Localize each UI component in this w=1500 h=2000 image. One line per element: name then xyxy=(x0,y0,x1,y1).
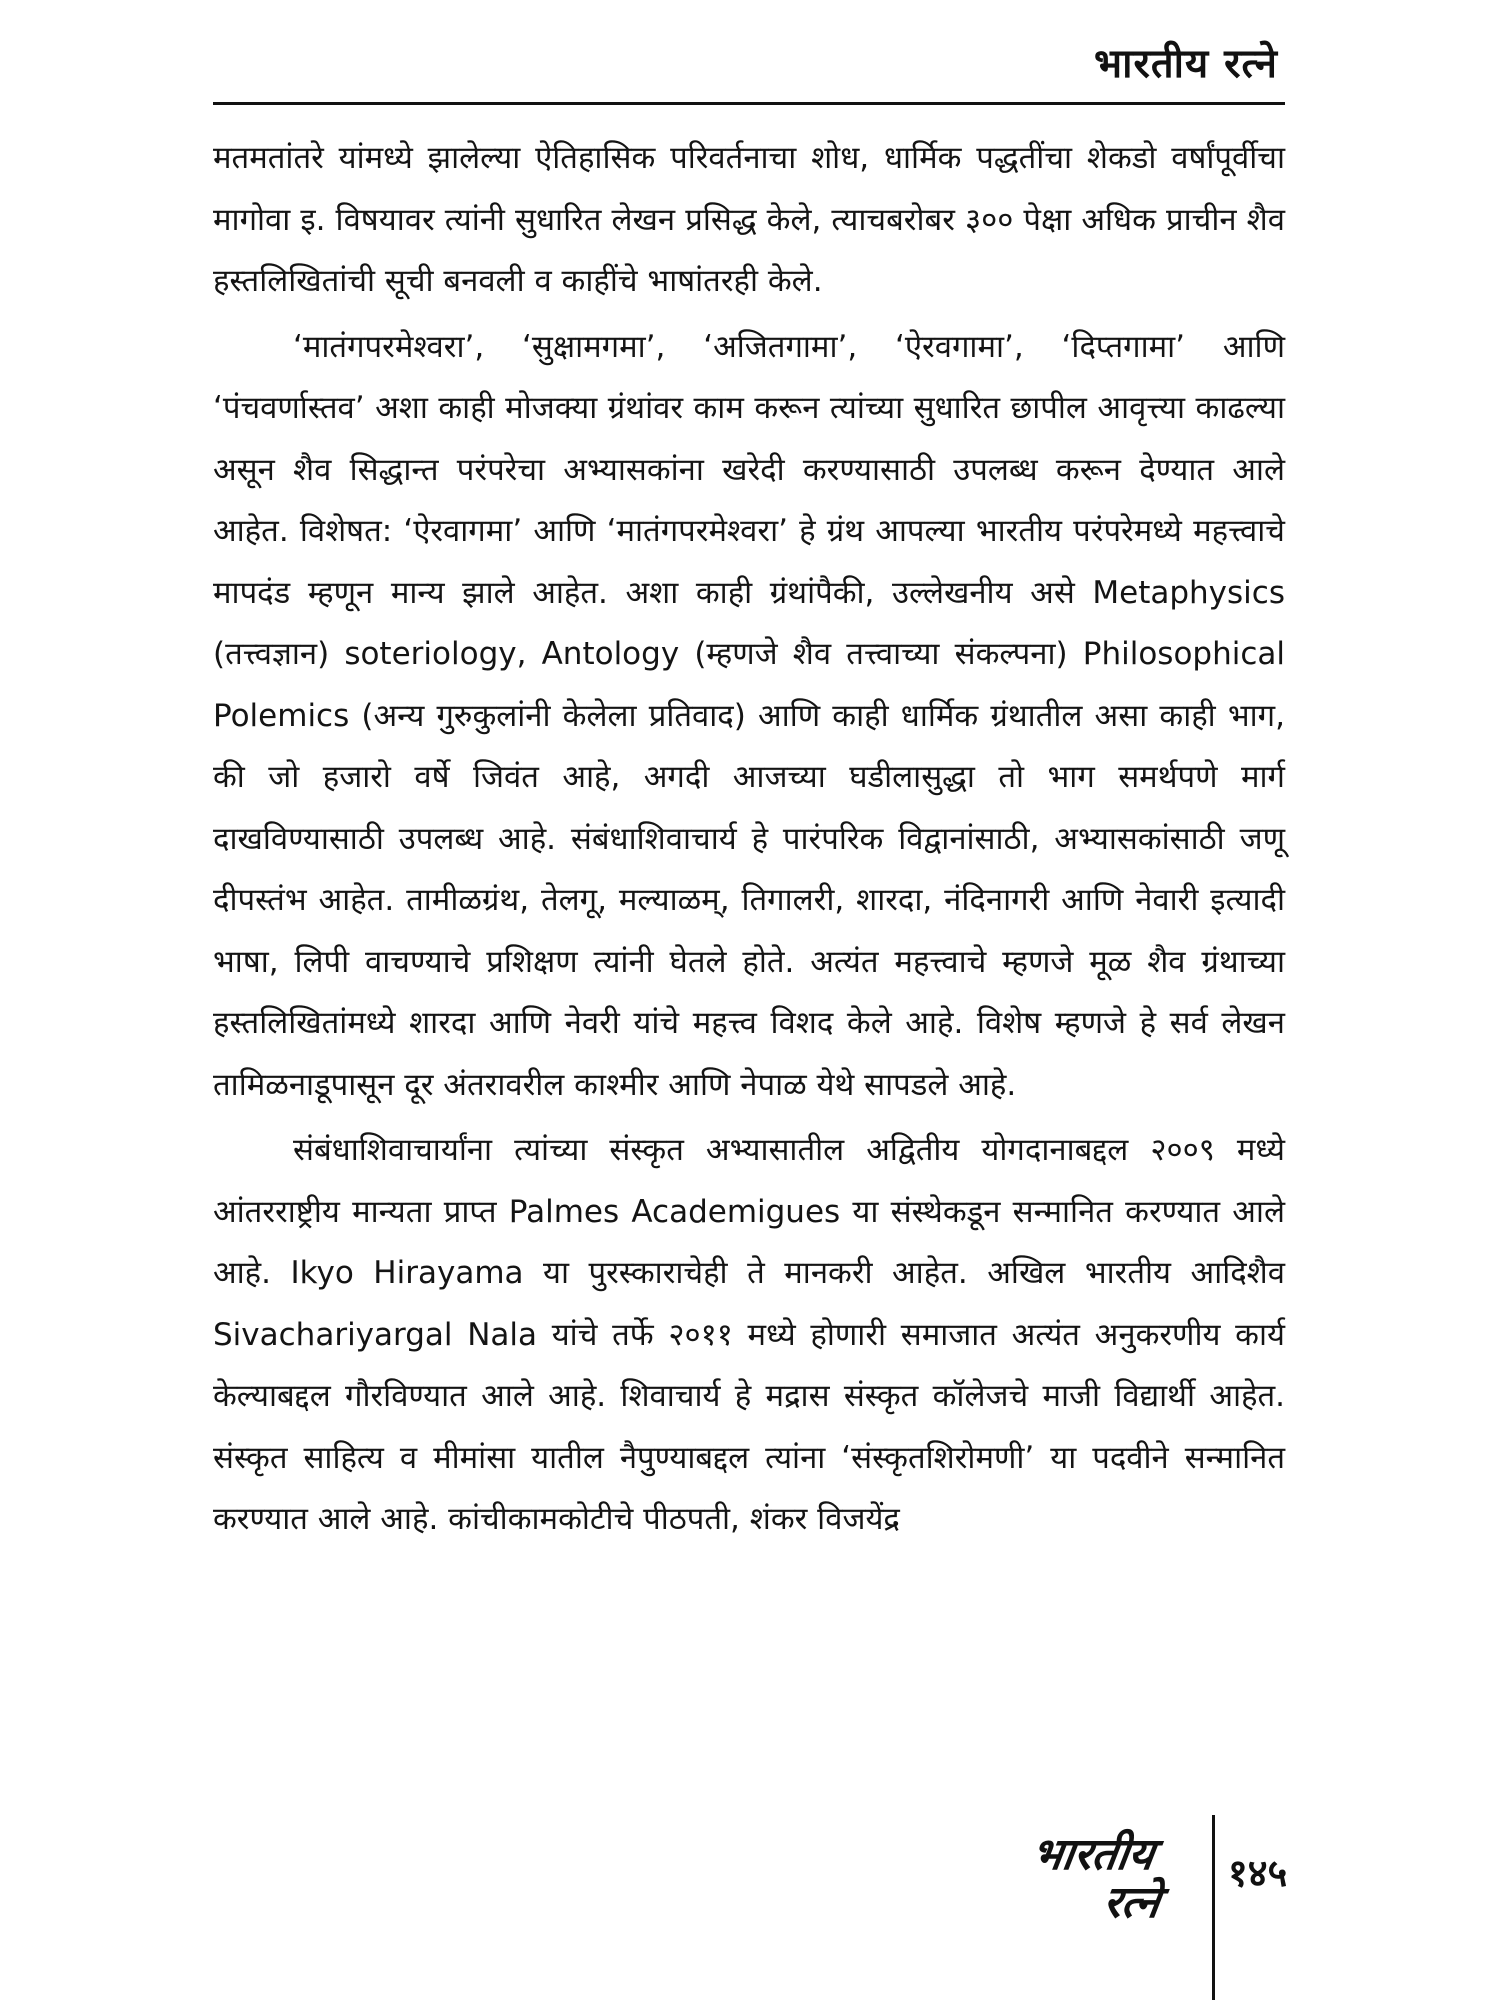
header-rule xyxy=(213,102,1285,105)
paragraph-granth-works: ‘मातंगपरमेश्वरा’, ‘सुक्षामगमा’, ‘अजितगामा’, ‘ऐरवगामा’, ‘दिप्तगामा’ आणि ‘पंचवर्णास्तव’ अशा काही मोजक्या ग्रंथांवर काम करून त्यांच्या सुधारित छापील आवृत्त्या काढल्या असून शैव सिद्धान्त परंपरेचा अभ्यासकांना खरेदी करण्यासाठी उपलब्ध करून देण्यात आले आहेत. विशेषत: ‘ऐरवागमा’ आणि ‘मातंगपरमेश्वरा’ हे ग्रंथ आपल्या भारतीय परंपरेमध्ये महत्त्वाचे मापदंड म्हणून मान्य झाले आहेत. अशा काही ग्रंथांपैकी, उल्लेखनीय असे Metaphysics (तत्त्वज्ञान) soteriology, Antology (म्हणजे शैव तत्त्वाच्या संकल्पना) Philosophical Polemics (अन्य गुरुकुलांनी केलेला प्रतिवाद) आणि काही धार्मिक ग्रंथातील असा काही भाग, की जो हजारो वर्षे जिवंत आहे, अगदी आजच्या घडीलासुद्धा तो भाग समर्थपणे मार्ग दाखविण्यासाठी उपलब्ध आहे. संबंधाशिवाचार्य हे पारंपरिक विद्वानांसाठी, अभ्यासकांसाठी जणू दीपस्तंभ आहेत. तामीळग्रंथ, तेलगू, मल्याळम्, तिगालरी, शारदा, नंदिनागरी आणि नेवारी इत्यादी भाषा, लिपी वाचण्याचे प्रशिक्षण त्यांनी घेतले होते. अत्यंत महत्त्वाचे म्हणजे मूळ शैव ग्रंथाच्या हस्तलिखितांमध्ये शारदा आणि नेवरी यांचे महत्त्व विशद केले आहे. विशेष म्हणजे हे सर्व लेखन तामिळनाडूपासून दूर अंतरावरील काश्मीर आणि नेपाळ येथे सापडले आहे. xyxy=(213,328,1285,1103)
paragraph-honours: संबंधाशिवाचार्यांना त्यांच्या संस्कृत अभ्यासातील अद्वितीय योगदानाबद्दल २००९ मध्ये आंतरराष्ट्रीय मान्यता प्राप्त Palmes Academigues या संस्थेकडून सन्मानित करण्यात आले आहे. Ikyo Hirayama या पुरस्काराचेही ते मानकरी आहेत. अखिल भारतीय आदिशैव Sivachariyargal Nala यांचे तर्फे २०११ मध्ये होणारी समाजात अत्यंत अनुकरणीय कार्य केल्याबद्दल गौरविण्यात आले आहे. शिवाचार्य हे मद्रास संस्कृत कॉलेजचे माजी विद्यार्थी आहेत. संस्कृत साहित्य व मीमांसा यातील नैपुण्याबद्दल त्यांना ‘संस्कृतशिरोमणी’ या पदवीने सन्मानित करण्यात आले आहे. कांचीकामकोटीचे पीठपती, शंकर विजयेंद्र xyxy=(213,1132,1285,1537)
book-title-logo xyxy=(1028,1818,1202,1938)
body-text xyxy=(213,128,1285,1555)
running-head-title: भारतीय रत्ने xyxy=(1094,41,1278,87)
footer-divider xyxy=(1212,1815,1215,2000)
logo-line-2: रत्ने xyxy=(1100,1877,1164,1928)
page-number: १४५ xyxy=(1228,1851,1288,1895)
logo-line-1: भारतीय xyxy=(1028,1829,1158,1880)
paragraph-continuation: मतमतांतरे यांमध्ये झालेल्या ऐतिहासिक परिवर्तनाचा शोध, धार्मिक पद्धतींचा शेकडो वर्षांपूर्वीचा मागोवा इ. विषयावर त्यांनी सुधारित लेखन प्रसिद्ध केले, त्याचबरोबर ३०० पेक्षा अधिक प्राचीन शैव हस्तलिखितांची सूची बनवली व काहींचे भाषांतरही केले. xyxy=(213,140,1285,299)
